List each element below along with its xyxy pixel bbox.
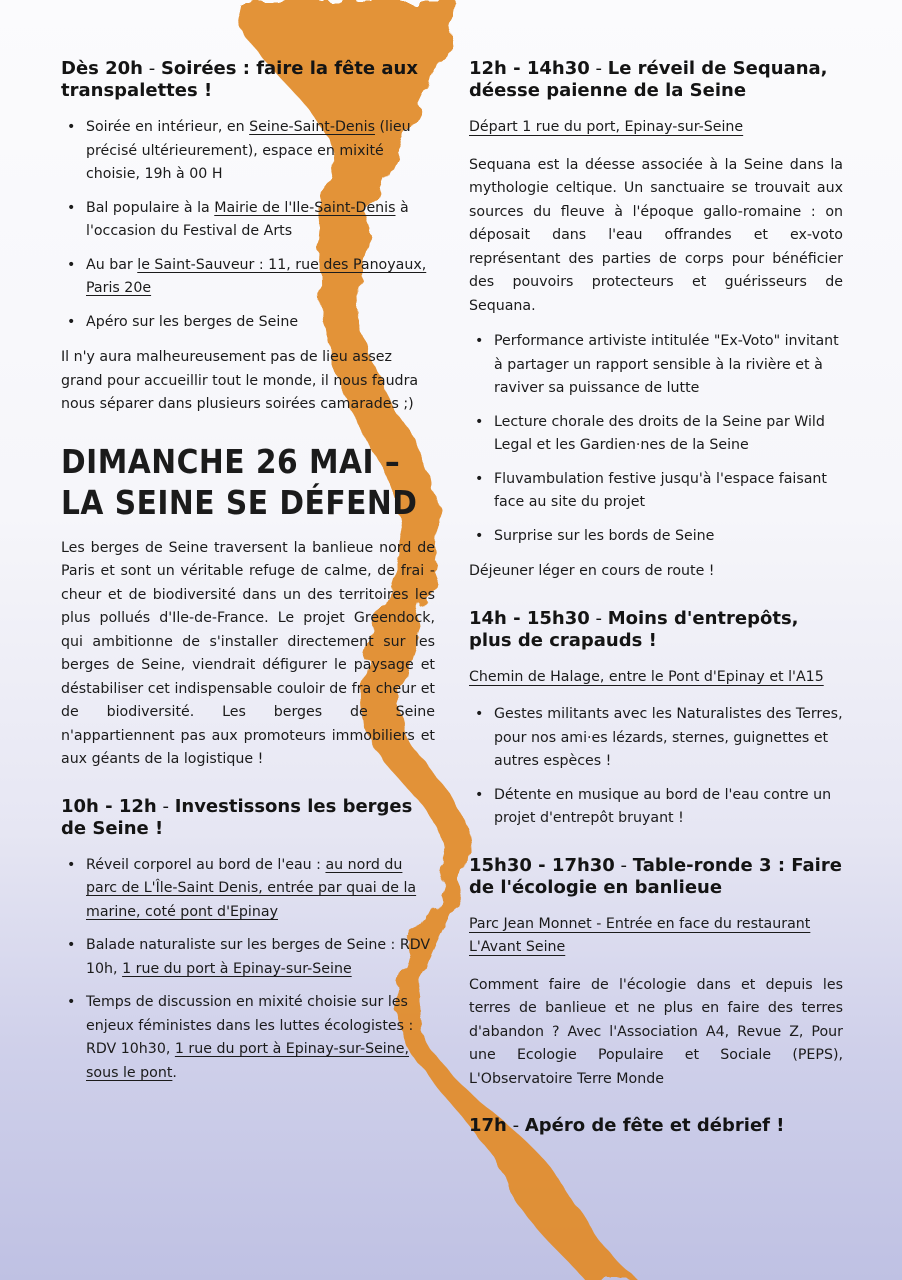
section-heading-text: Table-ronde 3 : Faire de l'écologie en banlieue	[469, 854, 842, 898]
location-link[interactable]: Seine-Saint-Denis	[249, 119, 375, 135]
location-link[interactable]: Départ 1 rue du port, Epinay-sur-Seine	[469, 119, 744, 135]
title-separator: -	[614, 854, 633, 876]
item-text: .	[172, 1064, 177, 1081]
list-item	[61, 116, 435, 187]
location-link[interactable]: au nord du parc de L'Île-Saint Denis, entrée par quai de la marine, coté pont d'Epinay	[86, 856, 417, 920]
location-link[interactable]: 1 rue du port à Epinay-sur-Seine	[122, 960, 352, 977]
section-heading-text: Le réveil de Sequana, déesse paienne de la Seine	[469, 58, 828, 101]
evening-list	[61, 116, 435, 334]
section-intro: Comment faire de l'écologie dans et depuis les terres de banlieue et ne plus en faire des terres d'abandon ? Avec l'Association A4, Revue Z, Pour une Ecologie Populaire et Sociale (PEPS), L'Observatoire Terre Monde	[469, 976, 843, 1087]
section-time: 14h - 15h30	[469, 607, 590, 629]
section-time: 10h - 12h	[61, 795, 157, 817]
right-column	[469, 58, 843, 1151]
list-item	[61, 254, 435, 301]
title-separator: -	[156, 795, 175, 817]
section-title-apero	[469, 1115, 843, 1137]
evening-note: Il n'y aura malheureusement pas de lieu assez grand pour accueillir tout le monde, il nous faudra nous séparer dans plusieurs soirées camarades ;)	[61, 349, 419, 412]
section-title-table-ronde	[469, 855, 843, 899]
item-text: Temps de discussion en mixité choisie sur les enjeux féministes dans les luttes écologistes : RDV 10h30,	[86, 994, 414, 1057]
section-heading-text: Moins d'entrepôts, plus de crapauds !	[469, 607, 799, 651]
list-item	[61, 197, 435, 244]
day-title: DIMANCHE 26 MAI – LA SEINE SE DÉFEND	[61, 441, 418, 522]
list-item: • Détente en musique au bord de l'eau contre un projet d'entrepôt bruyant !	[469, 784, 843, 831]
list-item: • Surprise sur les bords de Seine	[469, 525, 843, 549]
section-heading-text: Investissons les berges de Seine !	[61, 795, 413, 839]
title-separator: -	[589, 58, 608, 79]
location-link[interactable]: Mairie de l'Ile-Saint-Denis	[214, 199, 396, 216]
list-item: • Gestes militants avec les Naturalistes des Terres, pour nos ami·es lézards, sternes, guignettes et autres espèces !	[469, 703, 843, 774]
section-intro: Sequana est la déesse associée à la Seine dans la mythologie celtique. Un sanctuaire se trouvait aux sources du fleuve à l'époque gallo-romaine : on déposait dans l'eau offrandes et ex-voto représentant des parties de corps pour bénéficier des pouvoirs protecteurs et guérisseurs de Sequana.	[469, 156, 843, 314]
crapauds-list	[469, 703, 843, 831]
section-note: Déjeuner léger en cours de route !	[469, 563, 715, 579]
item-text: Au bar	[86, 256, 138, 273]
section-title-crapauds	[469, 608, 843, 652]
left-column	[61, 58, 435, 1097]
item-text: Réveil corporel au bord de l'eau :	[86, 856, 326, 873]
section-heading-text: Apéro de fête et débrief !	[524, 1115, 785, 1136]
item-text: Bal populaire à la	[86, 199, 215, 216]
list-item: • Fluvambulation festive jusqu'à l'espace faisant face au site du projet	[469, 468, 843, 515]
location-link[interactable]: Chemin de Halage, entre le Pont d'Epinay et l'A15	[469, 668, 824, 685]
location-link[interactable]: le Saint-Sauveur : 11, rue des Panoyaux, Paris 20e	[86, 256, 427, 296]
section-title-morning	[61, 796, 435, 840]
item-text: Apéro sur les berges de Seine	[86, 313, 299, 330]
title-separator: -	[589, 607, 608, 629]
section-heading-text: Soirées : faire la fête aux transpalettes !	[61, 58, 418, 101]
section-title-sequana	[469, 58, 843, 102]
section-title-evening	[61, 58, 435, 102]
list-item	[61, 311, 435, 335]
sequana-list	[469, 330, 843, 548]
item-text: Soirée en intérieur, en	[86, 119, 250, 135]
list-item	[61, 854, 435, 925]
section-time: Dès 20h	[61, 58, 143, 79]
morning-list	[61, 854, 435, 1086]
item-text: à l'occasion du Festival de Arts	[86, 199, 409, 239]
item-text: Balade naturaliste sur les berges de Seine : RDV 10h,	[86, 937, 431, 977]
list-item	[61, 991, 435, 1085]
title-separator: -	[506, 1115, 525, 1136]
section-time: 12h - 14h30	[469, 58, 590, 79]
location-link[interactable]: 1 rue du port à Epinay-sur-Seine, sous le pont	[86, 1041, 409, 1081]
list-item	[61, 934, 435, 981]
list-item: • Lecture chorale des droits de la Seine par Wild Legal et les Gardien·nes de la Seine	[469, 411, 843, 458]
item-text: (lieu précisé ultérieurement), espace en mixité choisie, 19h à 00 H	[86, 119, 411, 182]
section-time: 15h30 - 17h30	[469, 854, 615, 876]
day-intro: Les berges de Seine traversent la banlieue nord de Paris et sont un véritable refuge de calme, de frai - cheur et de biodiversité dans un des territoires les plus pollués d'Ile-de-France. Le projet Greendock, qui ambitionne de s'installer directement sur les berges de Seine, viendrait défigurer le paysage et déstabiliser cet indispensable couloir de fra cheur et de biodiversité. Les berges de Seine n'appartiennent pas aux promoteurs immobiliers et aux géants de la logistique !	[61, 539, 435, 767]
list-item: • Performance artiviste intitulée "Ex-Voto" invitant à partager un rapport sensible à la rivière et à raviver sa puissance de lutte	[469, 330, 843, 401]
location-link[interactable]: Parc Jean Monnet - Entrée en face du restaurant L'Avant Seine	[469, 915, 811, 955]
section-time: 17h	[469, 1115, 507, 1136]
title-separator: -	[143, 58, 161, 79]
